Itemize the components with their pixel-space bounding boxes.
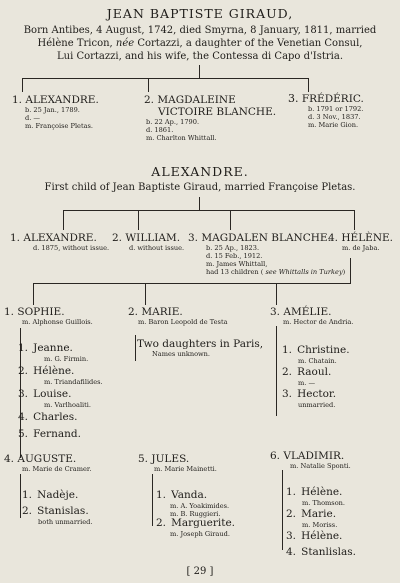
birth: b. 25 Jan., 1789. (25, 106, 80, 114)
death: d. 15 Feb., 1912. (206, 252, 263, 260)
tree-line (148, 78, 149, 92)
spouse: m. Hector de Andria. (283, 318, 354, 326)
person-marie (128, 306, 228, 326)
section-subtitle: First child of Jean Baptiste Giraud, married Françoise Pletas. (44, 182, 356, 193)
child: 4. Charles. (18, 411, 78, 423)
person-name: 6. VLADIMIR. (270, 450, 345, 462)
note: m. B. Ruggieri. (170, 510, 221, 518)
section-title: ALEXANDRE. (151, 164, 249, 179)
tree-line (199, 65, 200, 78)
sophie-children (18, 336, 103, 439)
tree-line (63, 210, 64, 230)
spouse: m. Françoise Pletas. (25, 122, 94, 130)
page-title: JEAN BAPTISTE GIRAUD, (106, 6, 294, 21)
person-alexandre (12, 94, 99, 130)
tree-line (20, 474, 21, 518)
person-frederic (288, 92, 364, 129)
note: d. 1875, without issue. (33, 244, 110, 252)
child: 3. Hélène. (286, 530, 343, 542)
person-auguste (4, 453, 91, 473)
birth: b. 25 Ap., 1823. (206, 244, 260, 252)
tree-line (145, 283, 146, 305)
note: m. Chatain. (298, 357, 337, 365)
person-name: 2. MAGDALEINE (144, 94, 236, 106)
person-william (112, 232, 184, 252)
person-name: 4. AUGUSTE. (4, 453, 77, 465)
marie-children (137, 338, 263, 358)
note: d. without issue. (129, 244, 185, 252)
page-number: [ 29 ] (186, 566, 214, 577)
child: 1. Nadèje. (22, 489, 79, 501)
child: 5. Fernand. (18, 428, 81, 440)
person-name: 2. MARIE. (128, 306, 183, 318)
tree-line (152, 474, 153, 526)
child: 2. Hélène. m. Triandafilides. (18, 365, 103, 386)
person-vladimir (270, 450, 351, 470)
person-helene (328, 232, 393, 252)
person-name: 3. AMÉLIE. (270, 306, 332, 318)
spouse: m. Marie Mainetti. (154, 465, 217, 473)
spouse: m. de Jaba. (342, 244, 380, 252)
child: 1. Jeanne. m. G. Firmin. (18, 336, 103, 359)
tree-line (230, 210, 231, 230)
child: 2. Marguerite. m. Joseph Giraud. (156, 517, 236, 538)
tree-line (350, 258, 351, 283)
note: m. A. Yoakimides. (170, 502, 230, 510)
intro-line-1: Born Antibes, 4 August, 1742, died Smyrna, 8 January, 1811, married (23, 25, 377, 36)
spouse: m. Natalie Sponti. (290, 462, 351, 470)
children-note: had 13 children ( see Whittalls in Turkey) (206, 268, 346, 276)
child: 3. Louise. m. Varlhoaliti. (18, 382, 103, 405)
tree-line (33, 283, 34, 305)
note: Names unknown. (152, 350, 211, 358)
note: m. Moriss. (302, 521, 338, 529)
spouse: m. Marie de Cramer. (22, 465, 92, 473)
tree-line (22, 78, 23, 92)
person-sophie (4, 306, 93, 326)
person-amelie (270, 306, 353, 326)
vladimir-children (286, 480, 356, 556)
note: unmarried. (298, 401, 336, 409)
child: 2. Marie. m. Moriss. (286, 502, 356, 524)
child: 2. Raoul. m. — (282, 360, 350, 382)
jules-children (156, 483, 235, 538)
child: 1. Hélène. m. Thomson. (286, 480, 356, 502)
note: m. Varlhoaliti. (44, 401, 92, 409)
person-alexandre-2 (10, 232, 109, 252)
tree-line (63, 210, 355, 211)
person-name: 5. JULES. (138, 453, 190, 465)
person-name: 1. ALEXANDRE. (10, 232, 97, 244)
auguste-children (22, 483, 93, 526)
person-name: 4. HÉLÈNE. (328, 232, 394, 244)
child: 1. Vanda. m. A. Yoakimides. m. B. Ruggieri. (156, 483, 235, 511)
intro-line-2 (38, 38, 363, 49)
intro-italic: née (115, 38, 135, 49)
death: d. — (25, 114, 41, 122)
child: 4. Stanlislas. (286, 546, 357, 558)
tree-line (138, 210, 139, 230)
intro-text: Cortazzi, a daughter of the Venetian Consul, (134, 38, 363, 49)
child: 2. Stanislas. both unmarried. (22, 505, 93, 526)
child: 3. Hector. unmarried. (282, 382, 350, 404)
person-name: 3. FRÉDÉRIC. (288, 92, 364, 105)
tree-line (22, 78, 309, 79)
tree-line (276, 283, 277, 305)
spouse: m. Alphonse Guillois. (22, 318, 93, 326)
spouse: m. Marie Gion. (308, 121, 359, 129)
note: m. — (298, 379, 316, 387)
spouse: m. Baron Leopold de Testa (138, 318, 228, 326)
intro-text: Hélène Tricon, (37, 38, 116, 49)
spouse: m. James Whittall, (206, 260, 268, 268)
person-magdalen-blanche (188, 232, 345, 276)
person-magdaleine (144, 94, 276, 142)
tree-line (276, 326, 277, 416)
person-jules (138, 453, 217, 473)
person-name: 1. ALEXANDRE. (12, 94, 99, 106)
tree-line (135, 335, 136, 361)
note: m. Joseph Giraud. (170, 530, 230, 538)
amelie-children (282, 338, 350, 409)
intro-line-3: Lui Cortazzi, and his wife, the Contessa di Capo d'Istria. (56, 51, 344, 62)
spouse: m. Charlton Whittall. (146, 134, 217, 142)
person-name: 1. SOPHIE. (4, 306, 65, 318)
birth: b. 22 Ap., 1790. (146, 118, 200, 126)
birth: b. 1791 or 1792. (308, 105, 364, 113)
tree-line (33, 283, 351, 284)
death: d. 1861. (146, 126, 174, 134)
person-name: 3. MAGDALEN BLANCHE. (188, 232, 331, 244)
tree-line (308, 78, 309, 92)
tree-line (282, 470, 283, 550)
note: both unmarried. (38, 518, 93, 526)
tree-line (199, 197, 200, 210)
note: m. Triandafilides. (44, 378, 103, 386)
tree-line (354, 210, 355, 230)
note: m. G. Firmin. (44, 355, 89, 363)
daughters-text: Two daughters in Paris, (137, 338, 264, 350)
note: m. Thomson. (302, 499, 346, 507)
death: d. 3 Nov., 1837. (308, 113, 361, 121)
person-name-2: VICTOIRE BLANCHE. (158, 106, 277, 118)
child: 1. Christine. m. Chatain. (282, 344, 350, 365)
person-name: 2. WILLIAM. (112, 232, 181, 244)
